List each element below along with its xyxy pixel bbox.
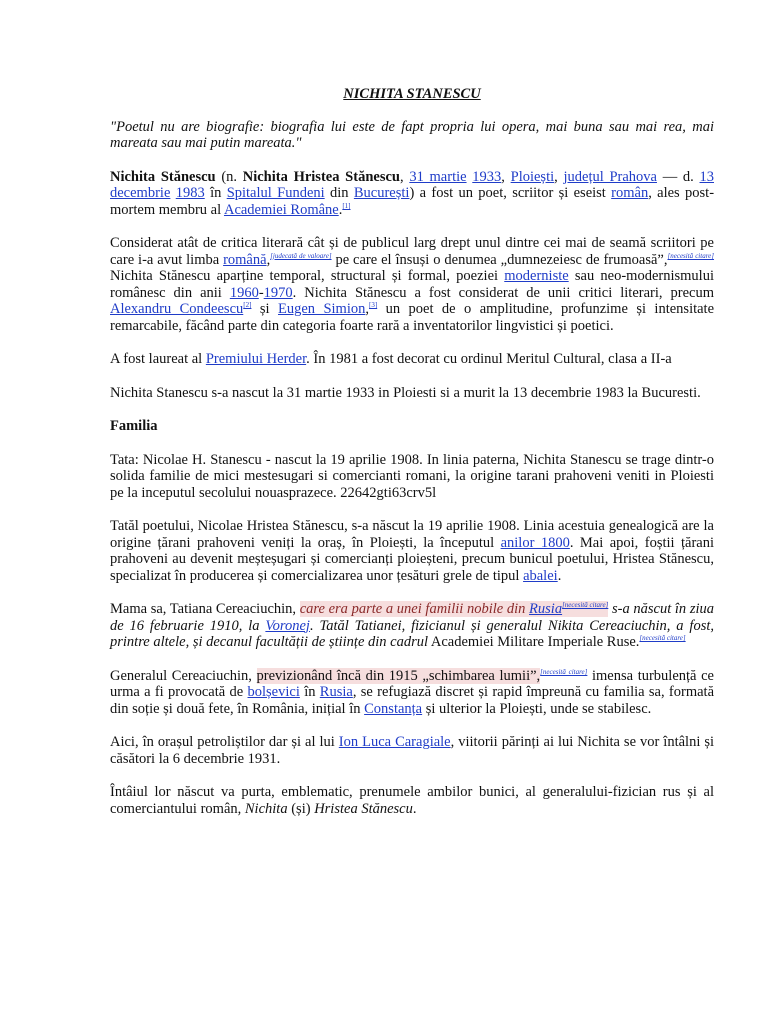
text: Nichita Stănescu aparține temporal, structural și formal, poeziei [110, 268, 505, 284]
link-constanta[interactable]: Constanța [364, 700, 423, 717]
necesita-citare-tag[interactable]: [necesită citare] [540, 667, 588, 676]
ref-1[interactable]: [1] [342, 201, 351, 210]
text: . [557, 567, 562, 584]
text: care era parte a unei familii nobile din [299, 601, 530, 617]
italic-hristea-stanescu: Hristea Stănescu [314, 800, 413, 817]
paragraph-mama [110, 601, 714, 651]
document-title: NICHITA STANESCU [343, 86, 481, 102]
text: și ulterior la Ploiești, unde se stabilesc. [422, 700, 652, 717]
ref-2[interactable]: [2] [243, 301, 252, 309]
link-eugen-simion[interactable]: Eugen Simion [277, 301, 366, 317]
link-1960[interactable]: 1960 [229, 284, 259, 301]
necesita-citare-tag[interactable]: [necesită citare] [667, 251, 714, 260]
text: . În 1981 a fost decorat cu ordinul Meritul Cultural, clasa a II-a [306, 351, 672, 367]
text: (n. [215, 168, 243, 185]
text: - [258, 284, 264, 301]
paragraph-generalul [110, 668, 714, 718]
link-voronej[interactable]: Voronej [265, 617, 310, 634]
paragraph-nascut: Nichita Stanescu s-a nascut la 31 martie 1933 in Ploiesti si a murit la 13 decembrie 1983 la Bucuresti. [110, 384, 701, 401]
text: imensa turbulență ce urma a fi provocată de [110, 667, 714, 700]
link-13-decembrie[interactable]: 13 decembrie [110, 168, 714, 201]
text: . Mai apoi, foștii țărani prahoveni au devenit meșteșugari și comercianți ploieșteni, precum bunicul poetului, Hristea Stănescu, specializat în producerea și comercializarea unor țesături grele de tipul [110, 534, 714, 584]
link-1983[interactable]: 1983 [175, 185, 205, 201]
link-rusia-2[interactable]: Rusia [319, 684, 353, 700]
intro-paragraph: Nichita Stănescu (n. Nichita Hristea Stănescu, 31 martie 1933, Ploiești, județul Prahova — d. 13 decembrie 1983 în Spitalul Fundeni din București) a fost un poet, scriitor și eseist român, ales post-mortem membru al Academiei Române.[1] [110, 168, 715, 218]
text: sau neo-modernismului românesc din anii [110, 268, 714, 301]
text: din [324, 185, 354, 201]
link-rusia[interactable]: Rusia [529, 601, 563, 617]
link-moderniste[interactable]: moderniste [504, 268, 569, 284]
link-roman[interactable]: român [611, 185, 649, 201]
link-1970[interactable]: 1970 [263, 284, 293, 301]
text: în [204, 185, 227, 201]
paragraph-intaiul [110, 784, 714, 817]
document-page [110, 82, 714, 834]
link-judetul-prahova[interactable]: județul Prahova [563, 168, 657, 185]
judecata-de-valoare-tag[interactable]: [judecată de valoare] [270, 251, 332, 260]
link-ploiesti[interactable]: Ploiești [510, 168, 555, 185]
link-31-martie[interactable]: 31 martie [409, 168, 467, 185]
paragraph-tata: Tata: Nicolae H. Stanescu - nascut la 19 aprilie 1908. In linia paterna, Nichita Stanescu se trage dintr-o solida familie de mici mestesugari si comercianti romani, la origine tarani prahoveni veniti in Ploiesti pe la inceputul secolului nouasprazece. 22642gti63crv5l [110, 451, 714, 501]
paragraph-laureat [110, 351, 714, 368]
necesita-citare-tag[interactable]: [necesită citare] [562, 601, 609, 609]
link-bolsevici[interactable]: bolșevici [247, 684, 300, 700]
text: . Nichita Stănescu a fost considerat de unii critici literari, precum [292, 284, 714, 301]
link-alexandru-condeescu[interactable]: Alexandru Condeescu [110, 301, 244, 317]
paragraph-aici [110, 734, 714, 767]
paragraph-tatal-poetului [110, 518, 714, 584]
heading-familia: Familia [110, 418, 158, 434]
text: . Tatăl Tatianei, fizicianul și generalul Nikita Cereaciuchin, a fost, printre altele, și decanul facultății de științe din cadrul [110, 617, 714, 650]
link-anilor-1800[interactable]: anilor 1800 [500, 534, 570, 551]
full-name-bold: Nichita Hristea Stănescu [242, 168, 400, 185]
text: , se refugiază discret și rapid împreună cu familia sa, formată din soție și două fete, în România, inițial în [110, 684, 715, 717]
paragraph-critica: Considerat atât de critica literară cât și de publicul larg drept unul dintre cei mai de seamă scriitori pe care i-a avut limba română,[judecată de valoare] pe care el însuși o denumea „dumnezeiesc de frumoasă”,[necesită citare] Nichita Stănescu aparține temporal, structural și formal, poeziei moderniste sau neo-modernismului românesc din anii 1960-1970. Nichita Stănescu a fost considerat de unii critici literari, precum Alexandru Condeescu[2] și Eugen Simion,[3] un poet de o amplitudine, profunzime și intensitate remarcabile, făcând parte din categoria foarte rară a inventatorilor lingvistici și poetici. [110, 235, 715, 334]
text: , ales post-mortem membru al [110, 185, 715, 218]
text: Academiei Militare Imperiale Ruse. [428, 634, 640, 650]
link-bucuresti[interactable]: București [353, 185, 410, 201]
text: Generalul Cereaciuchin, [110, 667, 257, 684]
link-romana[interactable]: română [223, 251, 267, 268]
necesita-citare-tag[interactable]: [necesită citare] [639, 634, 686, 642]
text: Tatăl poetului, Nicolae Hristea Stănescu, s-a născut la 19 aprilie 1908. Linia acestuia genealogică are la origine țărani prahoveni veniți la oraș, în Ploiești, la începutul [110, 518, 714, 551]
ref-3[interactable]: [3] [369, 301, 378, 309]
link-academiei-romane[interactable]: Academiei Române [223, 201, 339, 218]
text: Întâiul lor născut va purta, emblematic, prenumele ambilor bunici, al generalului-fizician rus și al comerciantului român, [110, 784, 714, 817]
text: pe care el însuși o denumea „dumnezeiesc de frumoasă”, [331, 251, 668, 268]
text: A fost laureat al [110, 351, 206, 367]
italic-nichita: Nichita [244, 800, 288, 817]
text: în [299, 684, 320, 700]
text: (și) [287, 800, 315, 817]
text: — d. [656, 168, 700, 185]
text: Considerat atât de critica literară cât și de publicul larg drept unul dintre cei mai de seamă scriitori pe care i-a avut limba [110, 235, 714, 268]
text: s-a născut în ziua de 16 februarie 1910, la [110, 601, 715, 634]
highlighted-text: previzionând încă din 1915 „schimbarea lumii”, [256, 667, 541, 684]
text: și [251, 301, 278, 317]
highlighted-text [300, 601, 609, 617]
link-1933[interactable]: 1933 [472, 168, 502, 185]
text: Aici, în orașul petroliștilor dar și al lui [110, 734, 339, 750]
text: ) a fost un poet, scriitor și eseist [409, 185, 612, 201]
text: , viitorii părinți ai lui Nichita se vor întâlni și căsători la 6 decembrie 1931. [110, 734, 715, 767]
quote-paragraph: "Poetul nu are biografie: biografia lui este de fapt propria lui opera, mai buna sau mai rea, mai mareata sau mai putin mareata." [110, 118, 714, 151]
text: , [365, 301, 369, 317]
link-premiul-herder[interactable]: Premiului Herder [205, 351, 307, 367]
link-abalei[interactable]: abalei [523, 567, 558, 584]
text: , [399, 168, 410, 185]
link-spitalul-fundeni[interactable]: Spitalul Fundeni [226, 185, 325, 201]
name-bold: Nichita Stănescu [110, 168, 216, 185]
text: Mama sa, Tatiana Cereaciuchin, [110, 601, 300, 617]
text: un poet de o amplitudine, profunzime și intensitate remarcabile, făcând parte din categoria foarte rară a inventatorilor lingvistici și poetici. [110, 301, 715, 334]
link-ion-luca-caragiale[interactable]: Ion Luca Caragiale [338, 734, 451, 750]
text: . [412, 800, 417, 817]
